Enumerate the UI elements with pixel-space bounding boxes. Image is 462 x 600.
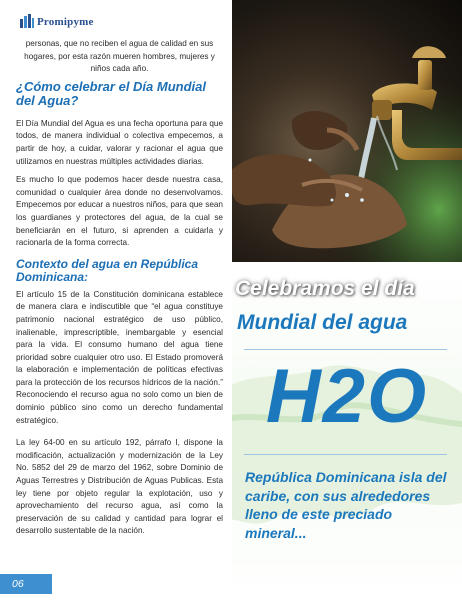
promipyme-logo xyxy=(19,14,94,28)
feature-subtitle: República Dominicana isla del caribe, con sus alrededores lleno de este preciado mineral... xyxy=(245,469,447,541)
feature-column xyxy=(232,0,462,600)
hands-faucet-illustration xyxy=(232,0,462,262)
building-logo-icon xyxy=(19,14,35,28)
feature-title-line1: Celebramos el día xyxy=(235,277,415,300)
section2-paragraph: La ley 64-00 en su artículo 192, párrafo I, dispone la modificación, actualización y modernización de la Ley No. 5852 del 29 de marzo del 1962, sobre Dominio de Aguas Terrestres y Distribución de Aguas Publicas. Esta ley tiene por objeto regular la explotación, uso y aprovechamiento del recurso agua, así como la preservación de su calidad y cantidad para lograr el desarrollo sustentable de la nación. xyxy=(16,438,223,536)
article-body xyxy=(16,38,223,544)
water-faucet-photo xyxy=(232,0,462,262)
section2-paragraph: El artículo 15 de la Constitución dominicana establece de manera clara e indiscutible que “el agua constituye patrimonio nacional estratégico de uso público, inalienable, imprescriptible, inembargable y esencial para la vida. El consumo humano del agua tiene prioridad sobre cualquier otro uso. El Estado promoverá la elaboración e implementación de políticas efectivas para la protección de los recursos hídricos de la nación.” Reconociendo el recurso agua no solo como un bien de dominio público sino como un derecho fundamental estratégico. xyxy=(16,289,223,425)
h2o-big-text: H2O xyxy=(265,354,429,439)
section-heading-context: Contexto del agua en República Dominicana: xyxy=(16,256,199,285)
section1-paragraph: Es mucho lo que podemos hacer desde nuestra casa, comunidad o cualquier área donde no desenvolvamos. Empecemos por educar a nuestros niños, para que sean los guardianes y protectores del agua, de la cual se beneficiarán en el futuro, si aprenden a cuidarla y racionarla de la forma correcta. xyxy=(16,175,223,248)
page-number: 06 xyxy=(12,578,24,590)
intro-paragraph: personas, que no reciben el agua de calidad en sus hogares, por esta razón mueren hombres, mujeres y niños cada año. xyxy=(24,39,215,74)
feature-title-line2: Mundial del agua xyxy=(237,311,408,334)
divider-bottom xyxy=(244,454,447,455)
page-number-tab xyxy=(0,574,52,594)
divider-top xyxy=(244,349,447,350)
section1-paragraph: El Día Mundial del Agua es una fecha oportuna para que todos, de manera individual o colectiva empecemos, a partir de hoy, a cuidar, valorar y racionar el agua que utilizamos en nuestras múltiples actividades diarias. xyxy=(16,118,223,166)
section-heading-celebrate: ¿Cómo celebrar el Día Mundial del Agua? xyxy=(16,78,206,108)
logo-text: Promipyme xyxy=(37,16,94,28)
